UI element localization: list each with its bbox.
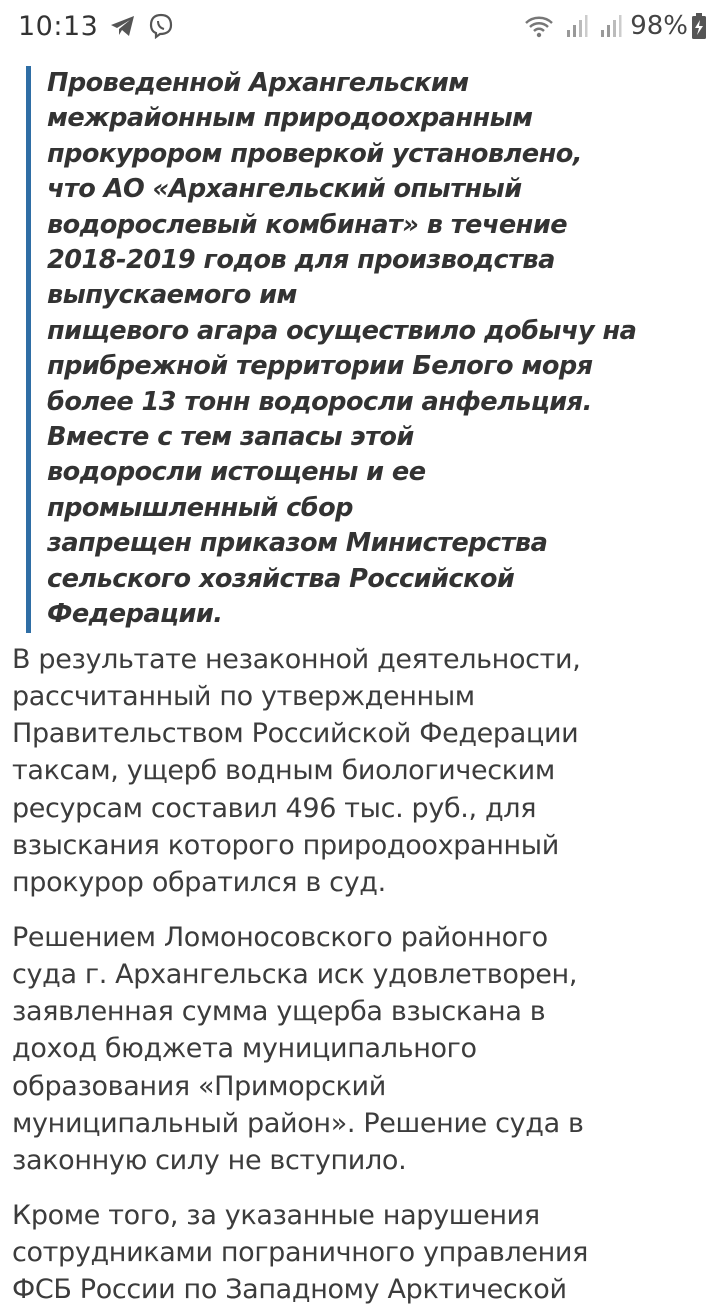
- status-right: [512, 11, 706, 41]
- viber-icon: [148, 13, 174, 39]
- blockquote-text: Проведенной Архангельским межрайонным природоохранным прокурором проверкой установлено, что АО «Архангельский опытный водорослевый комбинат» в течение 2018-2019 годов для производства выпускаемого им пищевого агара осуществило добычу на прибрежной территории Белого моря более 13 тонн водоросли анфельция. Вместе с тем запасы этой водоросли истощены и ее промышленный сбор запрещен приказом Министерства сельского хозяйства Российской Федерации.: [47, 68, 637, 630]
- battery-percent: 98%: [630, 11, 688, 41]
- paragraph: Решением Ломоносовского районного суда г. Архангельска иск удовлетворен, заявленная сумма ущерба взыскана в доход бюджета муниципального образования «Приморский муниципальный район». Решение суда в законную силу не вступило.: [12, 921, 584, 1177]
- clock: 10:13: [18, 10, 99, 42]
- battery-charging-icon: [692, 13, 706, 39]
- paragraph: В результате незаконной деятельности, рассчитанный по утвержденным Правительством Российской Федерации таксам, ущерб водным биологическим ресурсам составил 496 тыс. руб., для взыскания которого природоохранный прокурор обратился в суд.: [12, 643, 581, 899]
- wifi-icon: [524, 14, 554, 38]
- article: [0, 52, 720, 1309]
- blockquote: [26, 66, 686, 633]
- signal-icon: [566, 14, 588, 38]
- status-left: [18, 11, 174, 42]
- signal-icon: [600, 14, 622, 38]
- status-bar: [0, 0, 720, 52]
- paragraph: Кроме того, за указанные нарушения сотрудниками пограничного управления ФСБ России по Западному Арктической: [12, 1199, 589, 1306]
- telegram-icon: [110, 15, 136, 37]
